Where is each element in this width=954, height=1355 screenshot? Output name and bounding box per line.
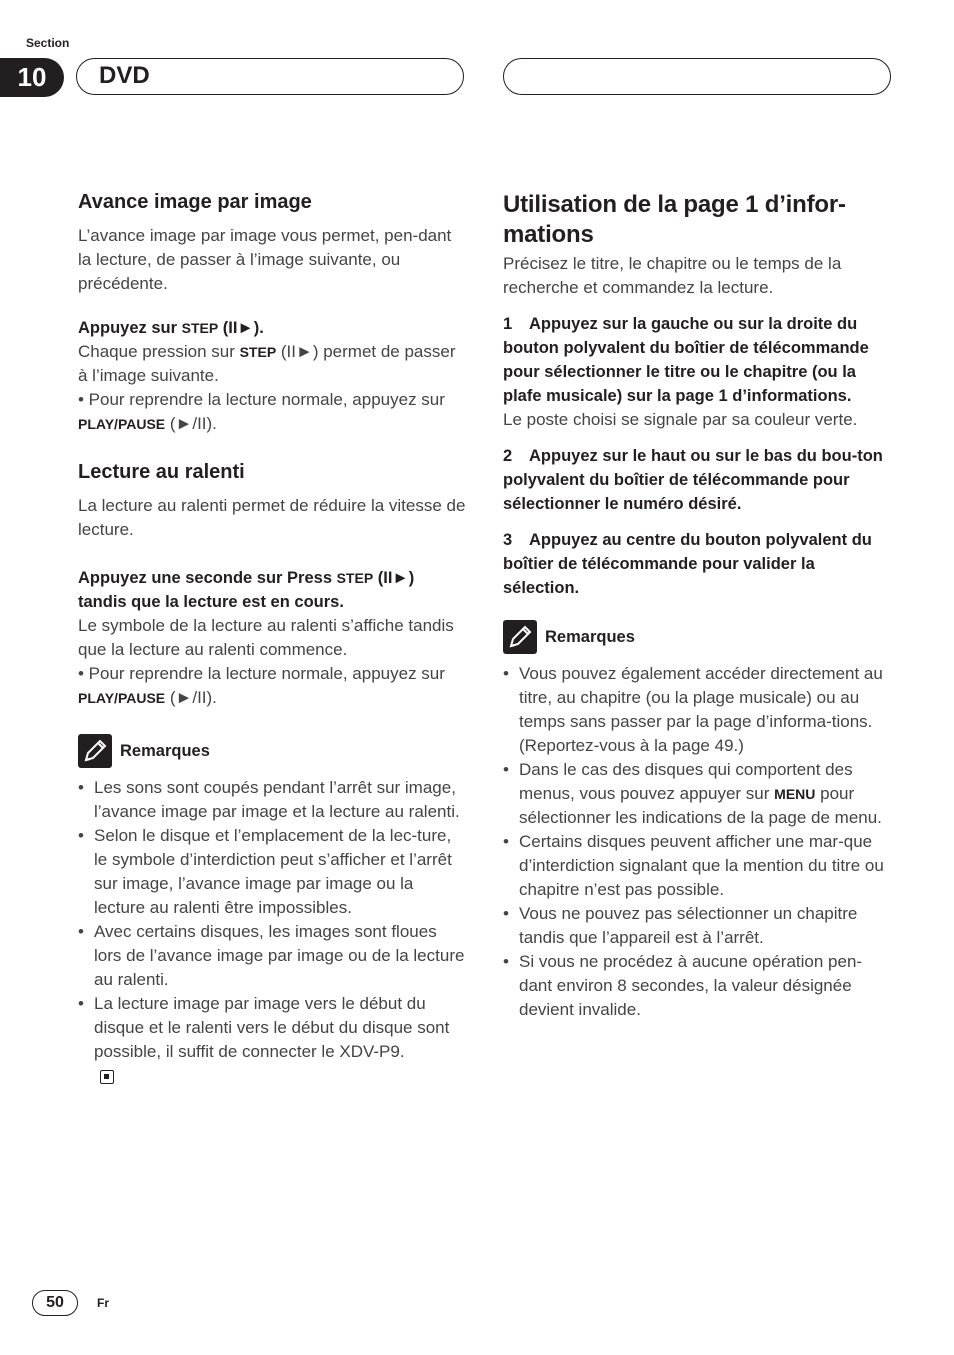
slow-motion-body: Le symbole de la lecture au ralenti s’affiche tandis que la lecture au ralenti commence. (78, 616, 454, 659)
list-item: • Vous pouvez également accéder directement au titre, au chapitre (ou la plage musicale) ou au temps sans passer par la page d’informa-tions. (Reportez-vous à la page 49.) (503, 662, 887, 758)
section-label: Section (26, 36, 70, 50)
step-key: STEP (181, 320, 219, 336)
right-column (503, 190, 887, 1022)
notes-header (503, 620, 887, 654)
section-heading-info-page: Utilisation de la page 1 d’infor-mations (503, 191, 846, 248)
notes-list (503, 662, 887, 1022)
step-key: STEP (239, 344, 277, 360)
notes-label: Remarques (120, 741, 210, 760)
step-1-result: Le poste choisi se signale par sa couleur verte. (503, 410, 858, 429)
section-number-tab: 10 (0, 58, 64, 97)
list-item: • La lecture image par image vers le début du disque et le ralenti vers le début du disque sont possible, il suffit de connecter le XDV-P9. (78, 992, 466, 1064)
slow-motion-instruction: Appuyez une seconde sur Press STEP (II►) tandis que la lecture est en cours. (78, 569, 415, 611)
chapter-title: DVD (76, 58, 464, 95)
notes-list (78, 776, 466, 1064)
list-item: • Dans le cas des disques qui comportent des menus, vous pouvez appuyer sur MENU pour sélectionner les indications de la page de menu. (503, 758, 887, 830)
frame-advance-intro: L’avance image par image vous permet, pen-dant la lecture, de passer à l’image suivante, ou précédente. (78, 226, 452, 293)
notes-label: Remarques (545, 627, 635, 646)
slow-motion-bullet: • Pour reprendre la lecture normale, appuyez sur PLAY/PAUSE (►/II). (78, 664, 445, 707)
list-item: • Selon le disque et l’emplacement de la lec-ture, le symbole d’interdiction peut s’afficher et l’arrêt sur image, l’avance image par image ou la lecture au ralenti être impossibles. (78, 824, 466, 920)
play-pause-key: PLAY/PAUSE (78, 690, 166, 706)
step-3: 3 Appuyez au centre du bouton polyvalent du boîtier de télécommande pour valider la sélection. (503, 531, 872, 597)
step-2: 2 Appuyez sur le haut ou sur le bas du bou-ton polyvalent du boîtier de télécommande pour sélectionner le numéro désiré. (503, 447, 883, 513)
frame-advance-body: Chaque pression sur STEP (II►) permet de passer à l’image suivante. (78, 342, 456, 385)
step-1: 1 Appuyez sur la gauche ou sur la droite du bouton polyvalent du boîtier de télécommande pour sélectionner le titre ou le chapitre (ou la plafe musicale) sur la page 1 d’informations. (503, 315, 869, 405)
notes-header (78, 734, 466, 768)
page-number: 50 (32, 1290, 78, 1316)
list-item: • Vous ne pouvez pas sélectionner un chapitre tandis que l’appareil est à l’arrêt. (503, 902, 887, 950)
list-item: • Certains disques peuvent afficher une mar-que d’interdiction signalant que la mention du titre ou chapitre n’est pas possible. (503, 830, 887, 902)
slow-motion-intro: La lecture au ralenti permet de réduire la vitesse de lecture. (78, 496, 466, 539)
section-heading-slow-motion: Lecture au ralenti (78, 461, 245, 483)
list-item: • Si vous ne procédez à aucune opération pen-dant environ 8 secondes, la valeur désignée devient invalide. (503, 950, 887, 1022)
left-column (78, 190, 466, 1089)
pencil-note-icon (503, 620, 537, 654)
section-heading-frame-advance: Avance image par image (78, 191, 312, 213)
play-pause-key: PLAY/PAUSE (78, 416, 166, 432)
step-key: STEP (336, 570, 374, 586)
language-code: Fr (97, 1296, 109, 1310)
list-item: • Les sons sont coupés pendant l’arrêt sur image, l’avance image par image et la lecture au ralenti. (78, 776, 466, 824)
frame-advance-bullet: • Pour reprendre la lecture normale, appuyez sur PLAY/PAUSE (►/II). (78, 390, 445, 433)
end-of-section-icon (100, 1070, 114, 1084)
chapter-title-blank-box (503, 58, 891, 95)
menu-key: MENU (774, 786, 816, 802)
list-item: • Avec certains disques, les images sont floues lors de l’avance image par image ou de la lecture au ralenti. (78, 920, 466, 992)
frame-advance-instruction: Appuyez sur STEP (II►). (78, 319, 264, 337)
pencil-note-icon (78, 734, 112, 768)
info-page-intro: Précisez le titre, le chapitre ou le temps de la recherche et commandez la lecture. (503, 254, 842, 297)
